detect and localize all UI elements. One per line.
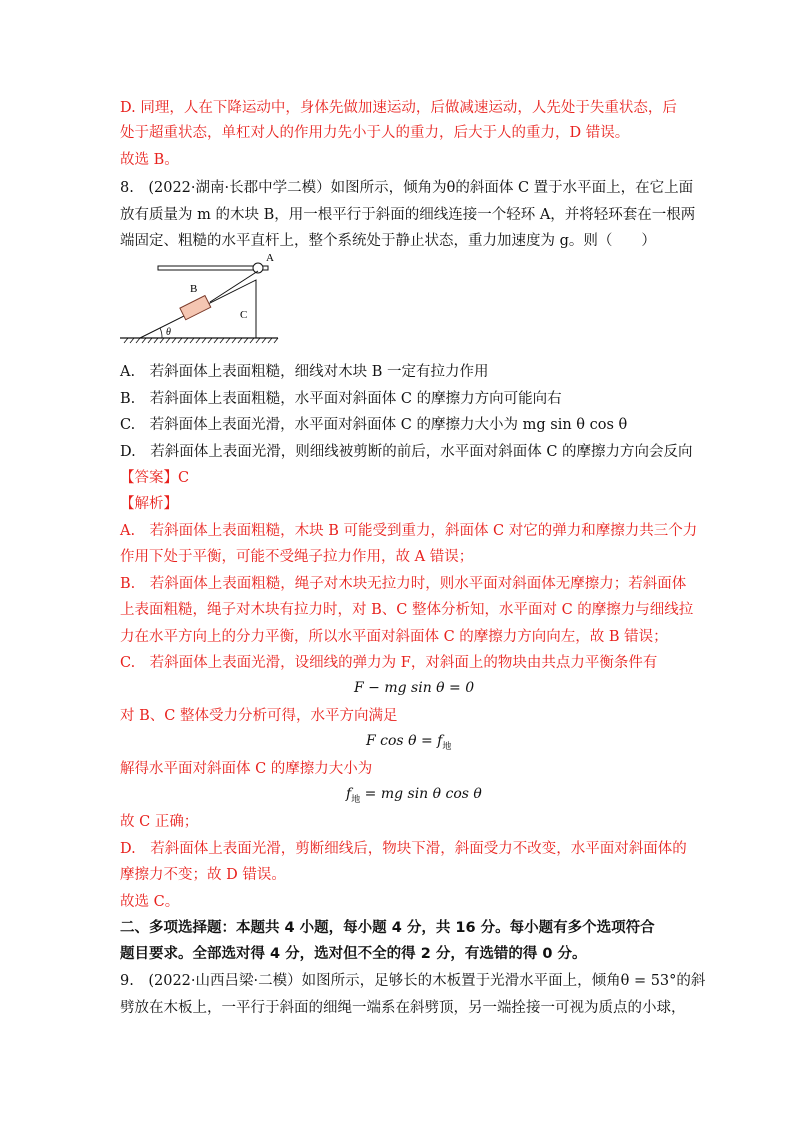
option-a: A. 若斜面体上表面粗糙，细线对木块 B 一定有拉力作用 [120, 364, 489, 380]
label-c: C [240, 309, 248, 321]
option-d: D. 若斜面体上表面光滑，则细线被剪断的前后，水平面对斜面体 C 的摩擦力方向会反向 [120, 444, 693, 460]
option-b: B. 若斜面体上表面粗糙，水平面对斜面体 C 的摩擦力方向可能向右 [120, 391, 562, 407]
angle-arc [160, 328, 162, 338]
text-line: D. 同理，人在下降运动中，身体先做加速运动，后做减速运动，人先处于失重状态，后 [120, 100, 677, 116]
section-heading: 题目要求。全部选对得 4 分，选对但不全的得 2 分，有选错的得 0 分。 [120, 946, 587, 962]
analysis-d: 摩擦力不变；故 D 错误。 [120, 867, 286, 883]
rope [210, 271, 258, 302]
question-9-stem: 9. (2022·山西吕梁·二模）如图所示，足够长的木板置于光滑水平面上，倾角θ = 53°的斜 [120, 973, 706, 989]
analysis-label: 【解析】 [120, 496, 178, 512]
analysis-c: 对 B、C 整体受力分析可得，水平方向满足 [120, 708, 398, 724]
label-a: A [266, 252, 274, 264]
question-9-stem: 劈放在木板上，一平行于斜面的细绳一端系在斜劈顶，另一端拴接一可视为质点的小球， [120, 1000, 686, 1016]
label-b: B [190, 283, 198, 295]
option-c: C. 若斜面体上表面光滑，水平面对斜面体 C 的摩擦力大小为 mg sin θ cos θ [120, 417, 628, 433]
text-line: 处于超重状态，单杠对人的作用力先小于人的重力，后大于人的重力，D 错误。 [120, 125, 630, 141]
incline-figure [120, 252, 280, 352]
equation-2-sub: 地 [442, 742, 452, 752]
analysis-c: 故 C 正确； [120, 814, 199, 830]
question-8-stem: 8. (2022·湖南·长郡中学二模）如图所示，倾角为θ的斜面体 C 置于水平面上，在它上面 [120, 180, 694, 196]
analysis-b: 上表面粗糙，绳子对木块有拉力时，对 B、C 整体分析知，水平面对 C 的摩擦力与细线拉 [120, 602, 694, 618]
section-heading: 二、多项选择题：本题共 4 小题，每小题 4 分，共 16 分。每小题有多个选项符合 [120, 920, 655, 936]
label-theta: θ [166, 327, 171, 338]
equation-3-main: = mg sin θ cos θ [360, 786, 482, 802]
equation-3-lead: f [346, 786, 352, 802]
question-8-stem: 端固定、粗糙的水平直杆上，整个系统处于静止状态，重力加速度为 g。则（ ） [120, 233, 656, 249]
question-8-stem: 放有质量为 m 的木块 B，用一根平行于斜面的细线连接一个轻环 A，并将轻环套在一根两 [120, 207, 696, 223]
equation-2-main: F cos θ = f [366, 733, 443, 749]
analysis-b: B. 若斜面体上表面粗糙，绳子对木块无拉力时，则水平面对斜面体无摩擦力；若斜面体 [120, 576, 687, 592]
analysis-d: D. 若斜面体上表面光滑，剪断细线后，物块下滑，斜面受力不改变，水平面对斜面体的 [120, 841, 687, 857]
equation-2 [366, 733, 451, 752]
block-b [180, 296, 211, 320]
analysis-b: 力在水平方向上的分力平衡，所以水平面对斜面体 C 的摩擦力方向向左，故 B 错误； [120, 629, 668, 645]
equation-3 [346, 786, 482, 805]
rod [158, 266, 268, 270]
ground-hatch [124, 338, 278, 343]
analysis-c: 解得水平面对斜面体 C 的摩擦力大小为 [120, 761, 373, 777]
analysis-c: C. 若斜面体上表面光滑，设细线的弹力为 F，对斜面上的物块由共点力平衡条件有 [120, 655, 658, 671]
equation-1: F − mg sin θ = 0 [354, 680, 475, 696]
analysis-a: A. 若斜面体上表面粗糙，木块 B 可能受到重力，斜面体 C 对它的弹力和摩擦力共三个力 [120, 523, 698, 539]
equation-3-sub: 地 [351, 795, 361, 805]
text-line: 故选 B。 [120, 152, 179, 168]
conclusion: 故选 C。 [120, 894, 180, 910]
answer-label: 【答案】C [120, 470, 190, 486]
analysis-a: 作用下处于平衡，可能不受绳子拉力作用，故 A 错误； [120, 549, 474, 565]
